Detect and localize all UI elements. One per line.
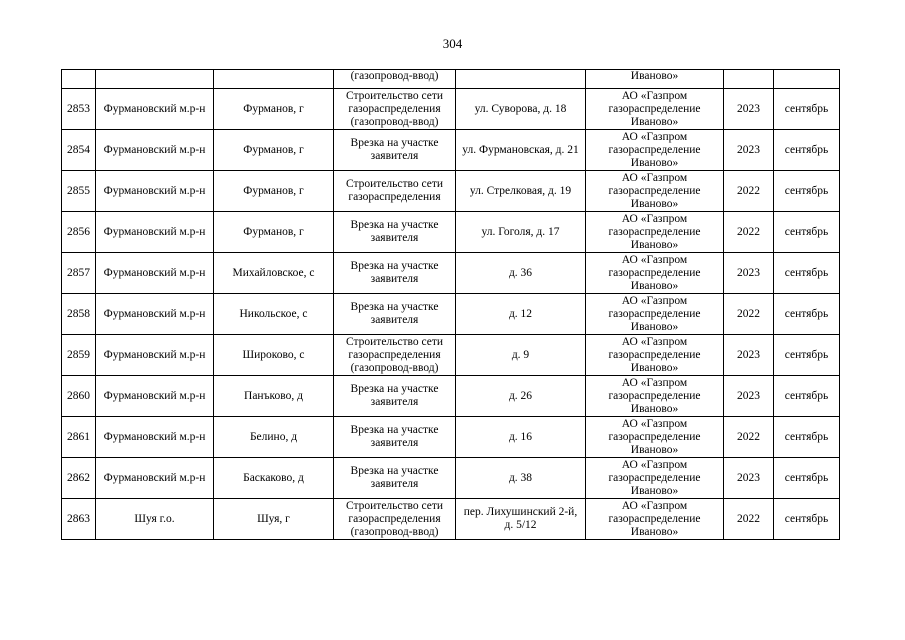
- month-cell: сентябрь: [774, 89, 840, 130]
- work-type-cell: Строительство сети газораспределения (газопровод-ввод): [334, 335, 456, 376]
- district-cell: [96, 70, 214, 89]
- page-number: 304: [442, 36, 463, 51]
- address-cell: ул. Фурмановская, д. 21: [456, 130, 586, 171]
- address-cell: [456, 70, 586, 89]
- organization-cell: АО «Газпром газораспределение Иваново»: [586, 89, 724, 130]
- table-row: [62, 130, 840, 171]
- table-row: [62, 417, 840, 458]
- table-row: [62, 335, 840, 376]
- month-cell: сентябрь: [774, 212, 840, 253]
- month-cell: сентябрь: [774, 130, 840, 171]
- organization-cell: АО «Газпром газораспределение Иваново»: [586, 376, 724, 417]
- table-row: [62, 253, 840, 294]
- year-cell: [724, 70, 774, 89]
- row-number-cell: 2861: [62, 417, 96, 458]
- settlement-cell: Панъково, д: [214, 376, 334, 417]
- settlement-cell: Никольское, с: [214, 294, 334, 335]
- table-row: [62, 499, 840, 540]
- settlement-cell: Широково, с: [214, 335, 334, 376]
- year-cell: 2022: [724, 171, 774, 212]
- address-cell: д. 12: [456, 294, 586, 335]
- work-type-cell: Строительство сети газораспределения (газопровод-ввод): [334, 89, 456, 130]
- row-number-cell: 2857: [62, 253, 96, 294]
- settlement-cell: Фурманов, г: [214, 171, 334, 212]
- work-type-cell: Врезка на участке заявителя: [334, 253, 456, 294]
- address-cell: д. 9: [456, 335, 586, 376]
- address-cell: пер. Лихушинский 2-й, д. 5/12: [456, 499, 586, 540]
- row-number-cell: 2858: [62, 294, 96, 335]
- organization-cell: АО «Газпром газораспределение Иваново»: [586, 499, 724, 540]
- settlement-cell: Фурманов, г: [214, 130, 334, 171]
- organization-cell: АО «Газпром газораспределение Иваново»: [586, 130, 724, 171]
- table-row-continued: [62, 70, 840, 89]
- address-cell: ул. Суворова, д. 18: [456, 89, 586, 130]
- address-cell: д. 26: [456, 376, 586, 417]
- table-row: [62, 212, 840, 253]
- work-type-cell: Строительство сети газораспределения (газопровод-ввод): [334, 499, 456, 540]
- month-cell: [774, 70, 840, 89]
- organization-cell: АО «Газпром газораспределение Иваново»: [586, 458, 724, 499]
- organization-cell: Иваново»: [586, 70, 724, 89]
- year-cell: 2023: [724, 376, 774, 417]
- settlement-cell: Баскаково, д: [214, 458, 334, 499]
- table-row: [62, 294, 840, 335]
- table-row: [62, 458, 840, 499]
- year-cell: 2022: [724, 499, 774, 540]
- row-number-cell: 2860: [62, 376, 96, 417]
- work-type-cell: (газопровод-ввод): [334, 70, 456, 89]
- organization-cell: АО «Газпром газораспределение Иваново»: [586, 417, 724, 458]
- month-cell: сентябрь: [774, 376, 840, 417]
- settlement-cell: Фурманов, г: [214, 89, 334, 130]
- row-number-cell: [62, 70, 96, 89]
- row-number-cell: 2855: [62, 171, 96, 212]
- district-cell: Фурмановский м.р-н: [96, 253, 214, 294]
- district-cell: Фурмановский м.р-н: [96, 376, 214, 417]
- settlement-cell: Михайловское, с: [214, 253, 334, 294]
- organization-cell: АО «Газпром газораспределение Иваново»: [586, 335, 724, 376]
- year-cell: 2023: [724, 130, 774, 171]
- district-cell: Фурмановский м.р-н: [96, 212, 214, 253]
- month-cell: сентябрь: [774, 499, 840, 540]
- organization-cell: АО «Газпром газораспределение Иваново»: [586, 212, 724, 253]
- year-cell: 2022: [724, 212, 774, 253]
- organization-cell: АО «Газпром газораспределение Иваново»: [586, 294, 724, 335]
- year-cell: 2022: [724, 294, 774, 335]
- work-type-cell: Врезка на участке заявителя: [334, 212, 456, 253]
- organization-cell: АО «Газпром газораспределение Иваново»: [586, 171, 724, 212]
- settlement-cell: Фурманов, г: [214, 212, 334, 253]
- month-cell: сентябрь: [774, 171, 840, 212]
- row-number-cell: 2853: [62, 89, 96, 130]
- address-cell: ул. Стрелковая, д. 19: [456, 171, 586, 212]
- address-cell: д. 36: [456, 253, 586, 294]
- district-cell: Фурмановский м.р-н: [96, 171, 214, 212]
- settlement-cell: Белино, д: [214, 417, 334, 458]
- work-type-cell: Врезка на участке заявителя: [334, 294, 456, 335]
- table-row: [62, 376, 840, 417]
- year-cell: 2023: [724, 335, 774, 376]
- district-cell: Фурмановский м.р-н: [96, 130, 214, 171]
- row-number-cell: 2854: [62, 130, 96, 171]
- address-cell: д. 16: [456, 417, 586, 458]
- address-cell: ул. Гоголя, д. 17: [456, 212, 586, 253]
- district-cell: Фурмановский м.р-н: [96, 417, 214, 458]
- work-type-cell: Врезка на участке заявителя: [334, 458, 456, 499]
- organization-cell: АО «Газпром газораспределение Иваново»: [586, 253, 724, 294]
- row-number-cell: 2862: [62, 458, 96, 499]
- work-type-cell: Врезка на участке заявителя: [334, 376, 456, 417]
- work-type-cell: Врезка на участке заявителя: [334, 417, 456, 458]
- month-cell: сентябрь: [774, 417, 840, 458]
- year-cell: 2023: [724, 253, 774, 294]
- gasification-schedule-table: [61, 69, 840, 540]
- year-cell: 2022: [724, 417, 774, 458]
- district-cell: Шуя г.о.: [96, 499, 214, 540]
- address-cell: д. 38: [456, 458, 586, 499]
- table-row: [62, 89, 840, 130]
- month-cell: сентябрь: [774, 335, 840, 376]
- year-cell: 2023: [724, 458, 774, 499]
- district-cell: Фурмановский м.р-н: [96, 294, 214, 335]
- district-cell: Фурмановский м.р-н: [96, 335, 214, 376]
- month-cell: сентябрь: [774, 253, 840, 294]
- settlement-cell: Шуя, г: [214, 499, 334, 540]
- work-type-cell: Врезка на участке заявителя: [334, 130, 456, 171]
- row-number-cell: 2863: [62, 499, 96, 540]
- district-cell: Фурмановский м.р-н: [96, 89, 214, 130]
- row-number-cell: 2859: [62, 335, 96, 376]
- row-number-cell: 2856: [62, 212, 96, 253]
- month-cell: сентябрь: [774, 458, 840, 499]
- settlement-cell: [214, 70, 334, 89]
- month-cell: сентябрь: [774, 294, 840, 335]
- work-type-cell: Строительство сети газораспределения: [334, 171, 456, 212]
- district-cell: Фурмановский м.р-н: [96, 458, 214, 499]
- table-row: [62, 171, 840, 212]
- year-cell: 2023: [724, 89, 774, 130]
